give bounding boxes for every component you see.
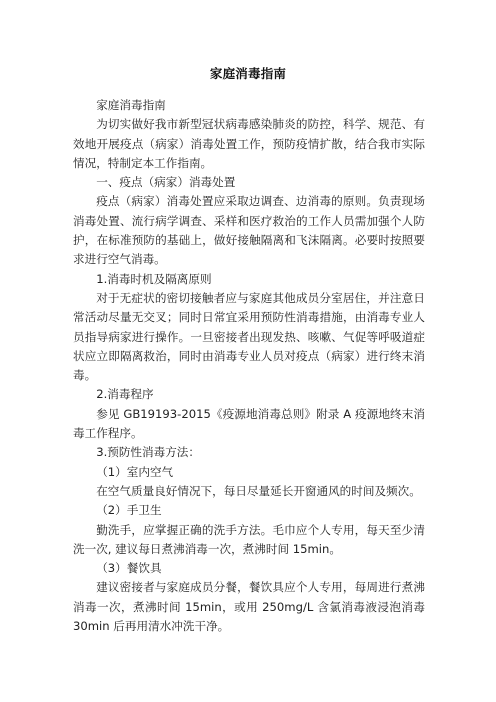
subheading-procedure: 2.消毒程序: [96, 387, 154, 402]
item-heading-air: （1）室内空气: [96, 464, 174, 479]
paragraph-hands: 勤洗手，应掌握正确的洗手方法。毛巾应个人专用，每天至少清洗一次, 建议每日煮沸消毒一次，煮沸时间 15min。: [73, 522, 425, 556]
subheading-methods: 3.预防性消毒方法：: [96, 445, 200, 460]
section-heading-1: 一、疫点（病家）消毒处置: [96, 175, 236, 190]
paragraph-subtitle: 家庭消毒指南: [96, 98, 166, 112]
paragraph-timing: 对于无症状的密切接触者应与家庭其他成员分室居住，并注意日常活动尽量无交叉；同时日常宜采用预防性消毒措施，由消毒专业人员指导病家进行操作。一旦密接者出现发热、咳嗽、气促等呼吸道症状应立即隔离救治，同时由消毒专业人员对疫点（病家）进行终末消毒。: [73, 290, 425, 383]
document-body: [73, 96, 425, 636]
paragraph-procedure: 参见 GB19193-2015《疫源地消毒总则》附录 A 疫源地终末消毒工作程序。: [73, 406, 425, 441]
paragraph-intro: 为切实做好我市新型冠状病毒感染肺炎的防控，科学、规范、有效地开展疫点（病家）消毒处置工作，预防疫情扩散，结合我市实际情况，特制定本工作指南。: [73, 117, 425, 170]
document-title: 家庭消毒指南: [209, 66, 287, 81]
subheading-timing: 1.消毒时机及隔离原则: [96, 271, 212, 286]
item-heading-tableware: （3）餐饮具: [96, 561, 162, 576]
item-heading-hands: （2）手卫生: [96, 503, 162, 518]
paragraph-tableware: 建议密接者与家庭成员分餐，餐饮具应个人专用，每周进行煮沸消毒一次，煮沸时间 15min，或用 250mg/L 含氯消毒液浸泡消毒 30min 后再用清水冲洗干净。: [73, 580, 425, 634]
paragraph-air: 在空气质量良好情况下，每日尽量延长开窗通风的时间及频次。: [96, 483, 421, 498]
paragraph-section-1: 疫点（病家）消毒处置应采取边调查、边消毒的原则。负责现场消毒处置、流行病学调查、采样和医疗救治的工作人员需加强个人防护，在标准预防的基础上，做好接触隔离和飞沫隔离。必要时按照要求进行空气消毒。: [73, 194, 425, 267]
